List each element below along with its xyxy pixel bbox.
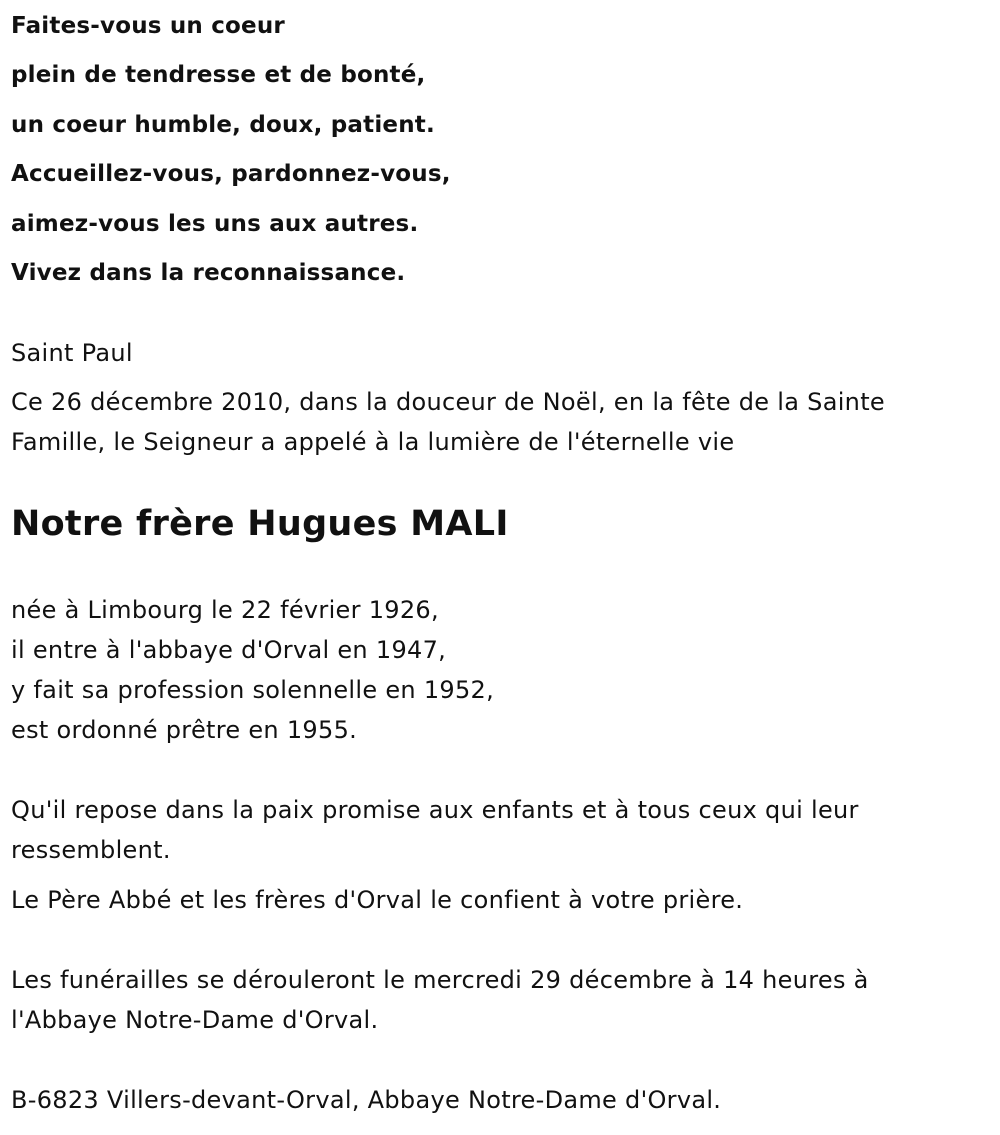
biography-line-4: est ordonné prêtre en 1955.	[11, 716, 358, 744]
prayer-line-3: Le Père Abbé et les frères d'Orval le confient à votre prière.	[11, 886, 744, 914]
biography-line-2: il entre à l'abbaye d'Orval en 1947,	[11, 636, 447, 664]
verse-line-5: aimez-vous les uns aux autres.	[11, 211, 419, 237]
deceased-name-title: Notre frère Hugues MALI	[11, 504, 509, 544]
announcement-line-2: Famille, le Seigneur a appelé à la lumière de l'éternelle vie	[11, 428, 735, 456]
verse-line-3: un coeur humble, doux, patient.	[11, 112, 435, 138]
prayer-line-2: ressemblent.	[11, 836, 171, 864]
funeral-line-2: l'Abbaye Notre-Dame d'Orval.	[11, 1006, 379, 1034]
verse-line-1: Faites-vous un coeur	[11, 13, 285, 39]
announcement-line-1: Ce 26 décembre 2010, dans la douceur de Noël, en la fête de la Sainte	[11, 388, 885, 416]
funeral-line-1: Les funérailles se dérouleront le mercredi 29 décembre à 14 heures à	[11, 966, 869, 994]
verse-line-4: Accueillez-vous, pardonnez-vous,	[11, 161, 451, 187]
verse-author: Saint Paul	[11, 339, 133, 367]
verse-line-2: plein de tendresse et de bonté,	[11, 62, 426, 88]
prayer-line-1: Qu'il repose dans la paix promise aux enfants et à tous ceux qui leur	[11, 796, 859, 824]
verse-line-6: Vivez dans la reconnaissance.	[11, 260, 406, 286]
biography-line-1: née à Limbourg le 22 février 1926,	[11, 596, 439, 624]
biography-line-3: y fait sa profession solennelle en 1952,	[11, 676, 495, 704]
address-line: B-6823 Villers-devant-Orval, Abbaye Notre-Dame d'Orval.	[11, 1086, 722, 1114]
